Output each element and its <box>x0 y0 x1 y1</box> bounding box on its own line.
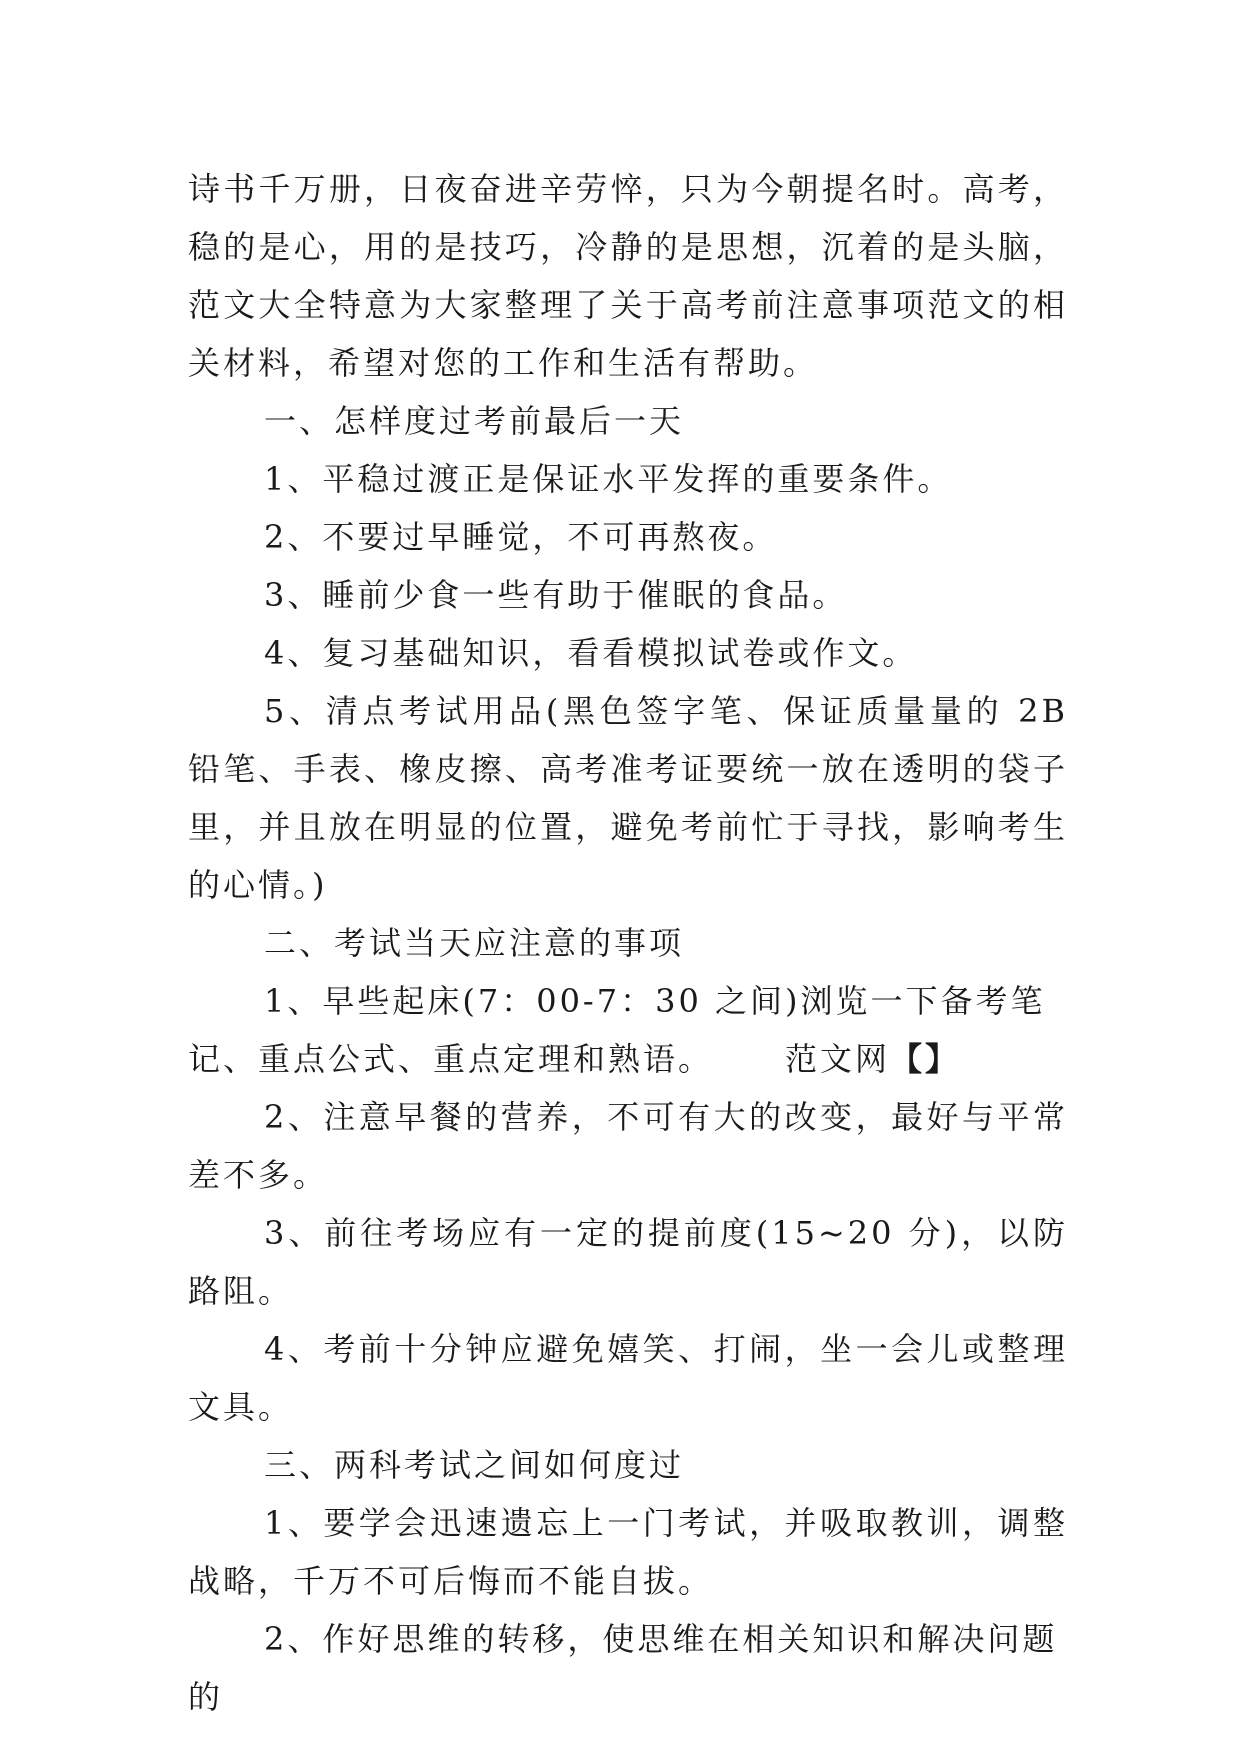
section1-item-5: 5、清点考试用品(黑色签字笔、保证质量量的 2B 铅笔、手表、橡皮擦、高考准考证要统一放在透明的袋子里，并且放在明显的位置，避免考前忙于寻找，影响考生的心情。) <box>188 692 1068 904</box>
section3-item-1: 1、要学会迅速遗忘上一门考试，并吸取教训，调整战略，千万不可后悔而不能自拔。 <box>188 1504 1068 1600</box>
section2-item-2: 2、注意早餐的营养，不可有大的改变，最好与平常差不多。 <box>188 1098 1068 1194</box>
section1-heading: 一、怎样度过考前最后一天 <box>264 402 685 440</box>
section2-item-1 <box>188 972 1068 1088</box>
section2-heading: 二、考试当天应注意的事项 <box>264 924 685 962</box>
section1-item-2: 2、不要过早睡觉，不可再熬夜。 <box>264 518 778 556</box>
section2-item-1-text: 1、早些起床(7：00-7：30 之间)浏览一下备考笔记、重点公式、重点定理和熟语。 <box>188 982 1046 1078</box>
section3-heading: 三、两科考试之间如何度过 <box>264 1446 685 1484</box>
section2-item-4: 4、考前十分钟应避免嬉笑、打闹，坐一会儿或整理文具。 <box>188 1330 1068 1426</box>
source-bracket: 【】 <box>890 1040 961 1078</box>
section2-item-3: 3、前往考场应有一定的提前度(15~20 分)，以防路阻。 <box>188 1214 1068 1310</box>
document-body <box>188 160 1068 1726</box>
section1-item-3: 3、睡前少食一些有助于催眠的食品。 <box>264 576 848 614</box>
section1-item-4: 4、复习基础知识，看看模拟试卷或作文。 <box>264 634 918 672</box>
intro-paragraph: 诗书千万册，日夜奋进辛劳悴，只为今朝提名时。高考，稳的是心，用的是技巧，冷静的是思想，沉着的是头脑，范文大全特意为大家整理了关于高考前注意事项范文的相关材料，希望对您的工作和生活有帮助。 <box>188 170 1068 382</box>
section3-item-2: 2、作好思维的转移，使思维在相关知识和解决问题的 <box>188 1620 1058 1716</box>
section1-item-1: 1、平稳过渡正是保证水平发挥的重要条件。 <box>264 460 953 498</box>
source-label: 范文网 <box>785 1040 891 1078</box>
